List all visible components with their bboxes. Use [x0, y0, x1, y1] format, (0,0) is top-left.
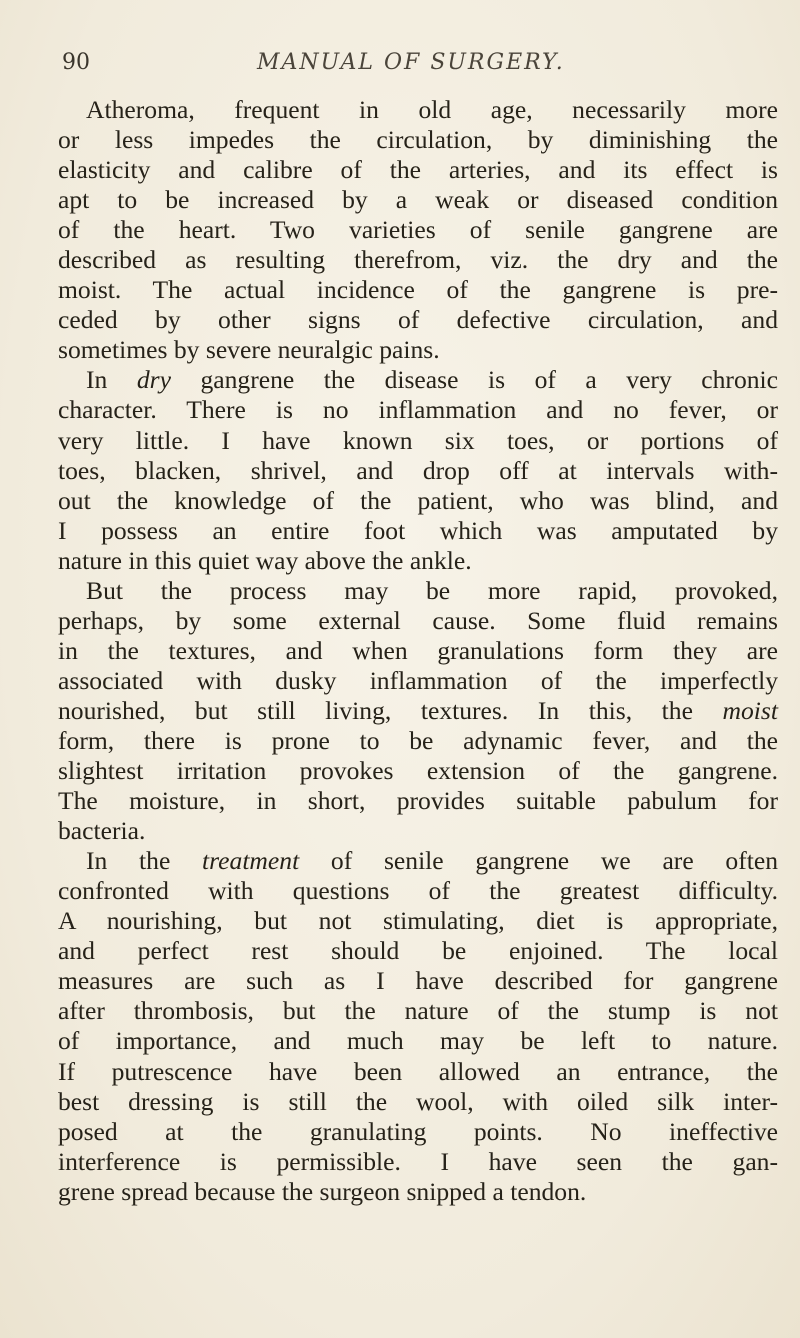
text-line: of the heart. Two varieties of senile gangrene are [58, 215, 778, 245]
text-line: posed at the granulating points. No ineffective [58, 1116, 778, 1146]
text-line: associated with dusky inflammation of the imperfectly [58, 665, 778, 695]
text-line: A nourishing, but not stimulating, diet is appropriate, [58, 906, 778, 936]
text-line: nature in this quiet way above the ankle. [58, 545, 472, 575]
text-line: described as resulting therefrom, viz. the dry and the [58, 245, 778, 275]
paragraph-atheroma [58, 95, 778, 365]
text-line: bacteria. [58, 816, 146, 846]
text-line: Atheroma, frequent in old age, necessarily more [86, 95, 778, 124]
text-line: toes, blacken, shrivel, and drop off at intervals with- [58, 455, 778, 485]
text-line: in the textures, and when granulations form they are [58, 635, 778, 665]
text-line: But the process may be more rapid, provoked, [86, 575, 778, 605]
text-line: perhaps, by some external cause. Some fluid remains [58, 605, 778, 635]
emphasis-moist: moist [722, 695, 778, 725]
text-line: If putrescence have been allowed an entrance, the [58, 1056, 778, 1086]
text-line: or less impedes the circulation, by diminishing the [58, 125, 778, 155]
body-text [58, 95, 778, 1207]
text-line: apt to be increased by a weak or diseased condition [58, 185, 778, 215]
text-fragment: of senile gangrene we are often [299, 846, 779, 876]
text-line: elasticity and calibre of the arteries, and its effect is [58, 155, 778, 185]
text-line: confronted with questions of the greatest difficulty. [58, 876, 778, 906]
running-title: MANUAL OF SURGERY. [257, 50, 565, 75]
text-line: out the knowledge of the patient, who was blind, and [58, 485, 778, 515]
text-line [58, 846, 778, 876]
text-line: form, there is prone to be adynamic fever, and the [58, 725, 778, 755]
text-line: and perfect rest should be enjoined. The local [58, 936, 778, 966]
text-line: slightest irritation provokes extension of the gangrene. [58, 756, 778, 786]
emphasis-dry: dry [136, 365, 171, 395]
text-line: best dressing is still the wool, with oiled silk inter- [58, 1086, 778, 1116]
text-line: measures are such as I have described for gangrene [58, 966, 778, 996]
text-line: I possess an entire foot which was amputated by [58, 515, 778, 545]
text-line: after thrombosis, but the nature of the stump is not [58, 996, 778, 1026]
text-line: very little. I have known six toes, or portions of [58, 425, 778, 455]
page-header [62, 50, 762, 90]
text-line: The moisture, in short, provides suitable pabulum for [58, 786, 778, 816]
paragraph-treatment [58, 846, 778, 1207]
text-line: sometimes by severe neuralgic pains. [58, 335, 440, 365]
text-fragment: gangrene the disease is of a very chronic [170, 365, 779, 395]
text-line [58, 696, 778, 726]
text-fragment: In [86, 365, 137, 395]
text-line: interference is permissible. I have seen the gan- [58, 1146, 778, 1176]
text-line [58, 365, 778, 395]
paragraph-moist-gangrene [58, 576, 778, 846]
text-line: ceded by other signs of defective circulation, and [58, 305, 778, 335]
text-line: moist. The actual incidence of the gangrene is pre- [58, 275, 778, 305]
text-fragment: In the [86, 846, 203, 876]
text-line: of importance, and much may be left to nature. [58, 1026, 778, 1056]
text-line: character. There is no inflammation and no fever, or [58, 395, 778, 425]
text-line: grene spread because the surgeon snipped a tendon. [58, 1176, 587, 1206]
paragraph-dry-gangrene [58, 365, 778, 575]
text-fragment: nourished, but still living, textures. In this, the [58, 695, 723, 725]
page-number: 90 [62, 50, 90, 75]
emphasis-treatment: treatment [202, 846, 300, 876]
